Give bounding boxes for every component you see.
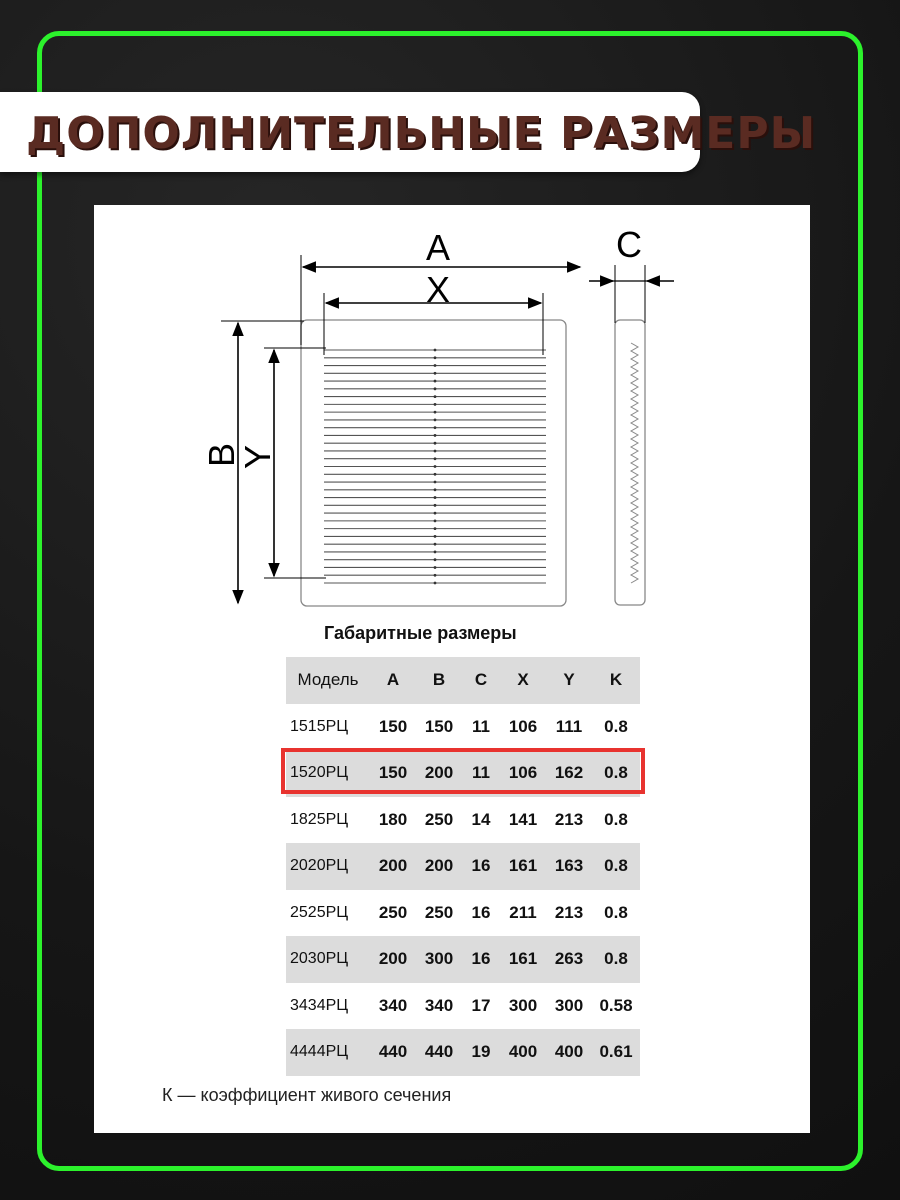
- dim-x-label: X: [425, 269, 451, 310]
- page-title: ДОПОЛНИТЕЛЬНЫЕ РАЗМЕРЫ: [26, 108, 817, 159]
- table-cell: 300: [508, 995, 538, 1015]
- header-k: K: [592, 657, 640, 704]
- table-row: [286, 797, 640, 844]
- table-cell: 180: [378, 809, 408, 829]
- table-cell: 0.61: [592, 1029, 640, 1076]
- table-cell: 4444РЦ: [286, 1029, 370, 1076]
- table-cell: 16: [462, 843, 500, 890]
- table-row: [286, 983, 640, 1030]
- table-row: [286, 936, 640, 983]
- table-cell: 111: [555, 716, 583, 736]
- table-cell: 200: [416, 843, 462, 890]
- table-cell: 250: [424, 902, 454, 922]
- table-cell: 400: [546, 1029, 592, 1076]
- table-cell: 11: [462, 750, 500, 797]
- table-cell: 263: [546, 936, 592, 983]
- table-cell: 400: [500, 1029, 546, 1076]
- table-cell: 213: [554, 809, 584, 829]
- table-row: [286, 704, 640, 751]
- grille-drawing: [94, 205, 810, 625]
- table-row: [286, 843, 640, 890]
- dim-y-label: Y: [237, 444, 278, 470]
- table-header-row: [286, 657, 640, 704]
- table-cell: 150: [370, 750, 416, 797]
- table-cell: 150: [378, 716, 408, 736]
- dimensions-table: [286, 657, 640, 1076]
- table-cell: 200: [370, 936, 416, 983]
- table-cell: 2020РЦ: [286, 843, 370, 890]
- table-cell: 14: [471, 809, 491, 829]
- table-cell: 106: [500, 750, 546, 797]
- table-cell: 2030РЦ: [286, 936, 370, 983]
- dim-c-label: C: [616, 224, 642, 265]
- table-cell: 161: [500, 843, 546, 890]
- header-b: B: [416, 657, 462, 704]
- table-cell: 2525РЦ: [290, 903, 349, 921]
- grille-side-teeth: [631, 343, 638, 583]
- dimensions-panel: [94, 205, 810, 1133]
- header-c: C: [462, 657, 500, 704]
- table-cell: 300: [416, 936, 462, 983]
- table-cell: 340: [378, 995, 408, 1015]
- header-x: X: [500, 657, 546, 704]
- table-cell: 0.8: [604, 716, 628, 736]
- table-cell: 200: [416, 750, 462, 797]
- header-model: Модель: [286, 657, 370, 704]
- table-cell: 0.8: [592, 936, 640, 983]
- table-cell: 17: [471, 995, 491, 1015]
- table-cell: 0.8: [604, 902, 628, 922]
- table-cell: 16: [471, 902, 491, 922]
- table-cell: 141: [508, 809, 538, 829]
- table-cell: 16: [462, 936, 500, 983]
- table-cell: 0.8: [592, 843, 640, 890]
- table-cell: 11: [472, 716, 490, 736]
- highlight-box: [281, 748, 645, 794]
- table-cell: 0.58: [599, 995, 633, 1015]
- title-banner: [0, 92, 817, 172]
- table-cell: 0.8: [592, 750, 640, 797]
- table-cell: 163: [546, 843, 592, 890]
- table-title: Габаритные размеры: [324, 623, 517, 643]
- table-cell: 162: [546, 750, 592, 797]
- table-cell: 3434РЦ: [290, 996, 349, 1014]
- table-cell: 250: [378, 902, 408, 922]
- table-row: [286, 890, 640, 937]
- footnote: К — коэффициент живого сечения: [162, 1085, 452, 1105]
- table-cell: 1520РЦ: [286, 750, 370, 797]
- dim-b-label: B: [201, 442, 242, 468]
- table-cell: 150: [424, 716, 454, 736]
- table-cell: 106: [508, 716, 538, 736]
- table-cell: 161: [500, 936, 546, 983]
- grille-side-view: [615, 320, 645, 605]
- dim-a-label: A: [425, 227, 451, 268]
- table-cell: 440: [416, 1029, 462, 1076]
- table-cell: 300: [554, 995, 584, 1015]
- table-cell: 440: [370, 1029, 416, 1076]
- grille-slats: [324, 349, 546, 585]
- header-y: Y: [546, 657, 592, 704]
- header-a: A: [370, 657, 416, 704]
- table-cell: 0.8: [604, 809, 628, 829]
- table-cell: 200: [370, 843, 416, 890]
- table-cell: 340: [424, 995, 454, 1015]
- table-cell: 1515РЦ: [290, 717, 349, 735]
- table-cell: 19: [462, 1029, 500, 1076]
- table-cell: 211: [509, 902, 537, 922]
- table-cell: 1825РЦ: [290, 810, 349, 828]
- table-cell: 250: [424, 809, 454, 829]
- table-row: [286, 1029, 640, 1076]
- table-cell: 213: [554, 902, 584, 922]
- grille-outer-frame: [301, 320, 566, 606]
